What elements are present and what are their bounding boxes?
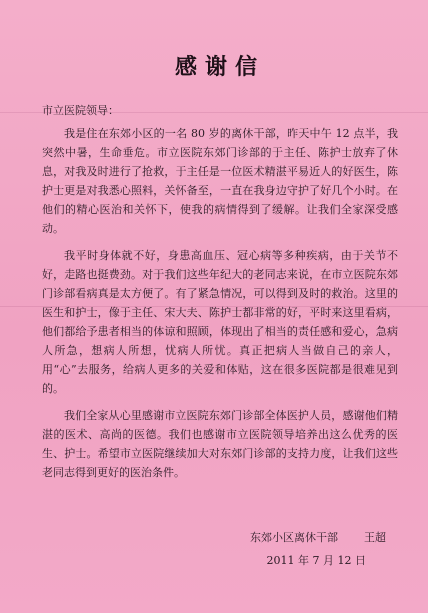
signature-line [0,528,428,547]
signature-org: 东郊小区离休干部 [250,531,338,544]
letter-title: 感谢信 [174,54,265,80]
letter-paragraph-3: 我们全家从心里感谢市立医院东郊门诊部全体医护人员，感谢他们精湛的医术、高尚的医德。我们也感谢市立医院领导培养出这么优秀的医生、护士。希望市立医院继续加大对东郊门诊部的支持力度，让我们这些老同志得到更好的医治条件。 [42,409,398,479]
letter-date: 2011 年 7 月 12 日 [266,554,366,567]
letter-salutation: 市立医院领导： [42,104,119,117]
letter-signature-block [0,528,428,570]
letter-paragraph-2: 我平时身体就不好，身患高血压、冠心病等多种疾病，由于关节不好，走路也挺费劲。对于我们这些年纪大的老同志来说，在市立医院东郊门诊部看病真是太方便了。有了紧急情况，可以得到及时的救治。这里的医生和护士，像于主任、宋大夫、陈护士都非常的好，平时来这里看病，他们都给予患者相当的体谅和照顾，体现出了相当的责任感和爱心，急病人所急，想病人所想，忧病人所忧。真正把病人当做自己的亲人，用“心”去服务，给病人更多的关爱和体贴，这在很多医院都是很难见到的。 [42,249,398,395]
letter-paragraph-1: 我是住在东郊小区的一名 80 岁的离休干部，昨天中午 12 点半，我突然中暑，生命垂危。市立医院东郊门诊部的于主任、陈护士放弃了休息，对我及时进行了抢救，于主任是一位医术精湛平易近人的好医生，陈护士更是对我悉心照料，关怀备至，一直在我身边守护了好几个小时。在他们的精心医治和关怀下，使我的病情得到了缓解。让我们全家深受感动。 [42,127,398,235]
signature-name: 王超 [364,531,386,544]
paper-fold-line [0,306,428,307]
paper-fold-line [0,112,428,113]
